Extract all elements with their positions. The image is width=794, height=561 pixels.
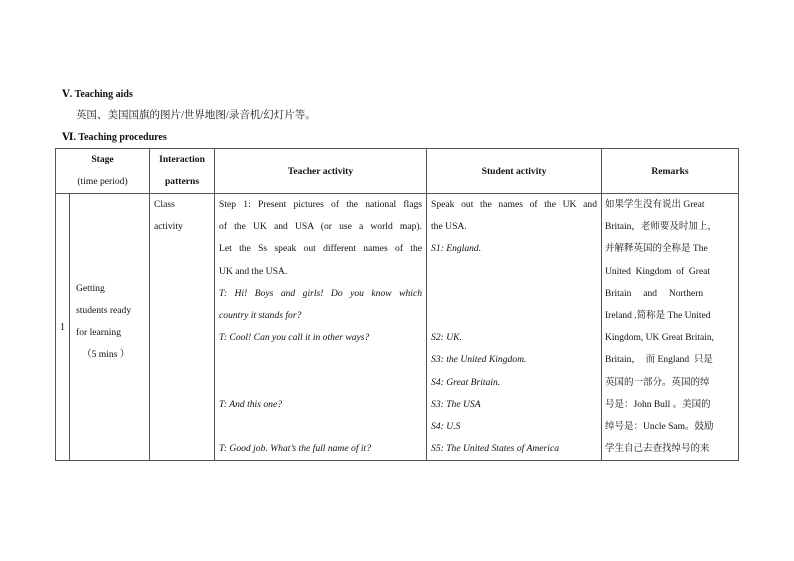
remarks-line: Britain， 而 England 只是 <box>605 355 713 366</box>
student-line: S5: The United States of America <box>431 443 560 455</box>
remarks-line: 学生自己去查找绰号的来 <box>605 444 710 455</box>
teacher-line: country it stands for? <box>219 309 302 321</box>
remarks-line: 如果学生没有说出 Great <box>605 200 705 210</box>
student-line: S3: the United Kingdom. <box>431 354 527 366</box>
teacher-line: Let the Ss speak out different names of the <box>219 243 423 255</box>
stage-line: for learning <box>76 327 122 338</box>
remarks-line: Ireland .简称是 The United <box>605 310 711 321</box>
header-teacher-activity: Teacher activity <box>215 149 427 194</box>
remarks-line: Kingdom, UK Great Britain, <box>605 333 714 344</box>
section-title-teaching-procedures: Ⅵ. Teaching procedures <box>62 132 167 143</box>
student-line: S4: U.S <box>431 420 461 432</box>
stage-line: students ready <box>76 305 132 316</box>
remarks-cell <box>602 194 739 461</box>
row-number: 1 <box>56 194 70 461</box>
interaction-line: Class <box>154 199 175 210</box>
table-header-row <box>56 149 739 194</box>
stage-cell <box>70 194 150 461</box>
teacher-line <box>219 349 422 371</box>
student-line: S4: Great Britain. <box>431 376 501 388</box>
teacher-line: T: Cool! Can you call it in other ways? <box>219 332 370 344</box>
teacher-line: UK and the USA. <box>219 265 288 277</box>
remarks-line: United Kingdom of Great <box>605 266 711 277</box>
teacher-line <box>219 416 422 438</box>
student-line: S3: The USA <box>431 398 481 410</box>
remarks-line: Britain and Northern <box>605 288 704 299</box>
teaching-procedures-table <box>55 148 739 461</box>
interaction-cell <box>150 194 215 461</box>
teacher-line: T: Hi! Boys and girls! Do you know which <box>219 287 423 299</box>
teacher-line: of the UK and USA (or use a world map). <box>219 221 423 233</box>
teaching-aids-content: 英国、美国国旗的图片/世界地图/录音机/幻灯片等。 <box>76 110 316 121</box>
remarks-line: 并解释英国的全称是 The <box>605 244 708 255</box>
student-line: S1: England. <box>431 243 482 255</box>
teacher-line <box>219 372 422 394</box>
header-stage <box>56 149 150 194</box>
stage-line: Getting <box>76 283 105 294</box>
header-remarks: Remarks <box>602 149 739 194</box>
stage-line: （5 mins ） <box>82 349 130 360</box>
header-interaction-line2: patterns <box>164 176 200 187</box>
teacher-line: Step 1: Present pictures of the national flags <box>219 199 423 210</box>
header-student-activity: Student activity <box>427 149 602 194</box>
remarks-line: 号是：John Bull 。美国的 <box>605 399 711 410</box>
interaction-line: activity <box>154 221 183 233</box>
remarks-line: Britain，老师要及时加上， <box>605 222 717 233</box>
remarks-line: 绰号是：Uncle Sam。鼓励 <box>605 421 714 432</box>
student-line <box>431 305 597 327</box>
student-line: the USA. <box>431 221 467 233</box>
table-row <box>56 194 739 461</box>
header-interaction <box>150 149 215 194</box>
student-line: S2: UK. <box>431 332 462 344</box>
student-line <box>431 261 597 283</box>
teacher-line: T: And this one? <box>219 398 283 410</box>
student-line: Speak out the names of the UK and <box>431 199 598 210</box>
student-line <box>431 283 597 305</box>
section-title-teaching-aids: Ⅴ. Teaching aids <box>62 89 133 100</box>
student-activity-cell <box>427 194 602 461</box>
header-interaction-line1: Interaction <box>159 154 205 165</box>
remarks-line: 英国的一部分。英国的绰 <box>605 377 710 388</box>
header-stage-label: Stage <box>91 154 114 165</box>
teacher-line: T: Good job. What’s the full name of it? <box>219 443 372 455</box>
header-stage-sub: (time period) <box>77 176 128 187</box>
teacher-activity-cell <box>215 194 427 461</box>
